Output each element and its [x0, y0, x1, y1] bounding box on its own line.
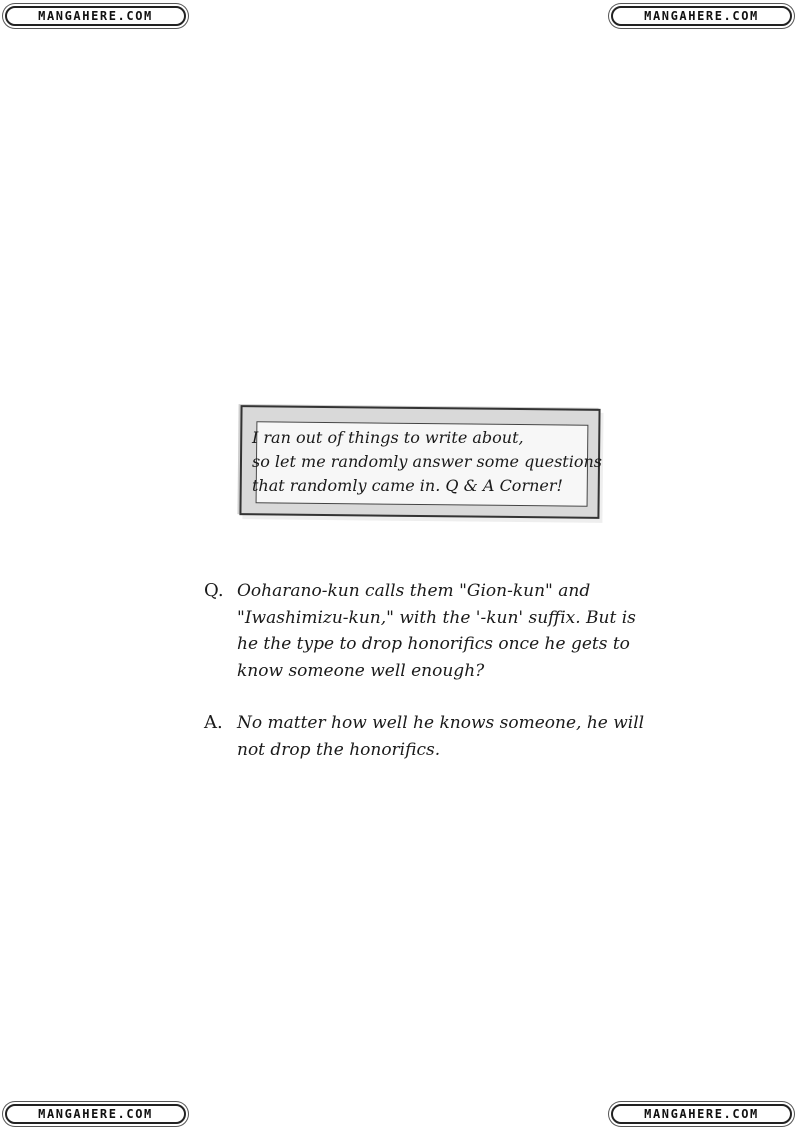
- watermark-bottom-left: MANGAHERE.COM: [5, 1104, 186, 1124]
- question-line: know someone well enough?: [237, 660, 485, 681]
- answer-text: [237, 710, 644, 763]
- question-marker: Q.: [204, 580, 224, 601]
- watermark-top-left: MANGAHERE.COM: [5, 6, 186, 26]
- answer-marker: A.: [204, 712, 223, 733]
- answer-block: [204, 710, 644, 763]
- note-line: so let me randomly answer some questions: [252, 452, 602, 471]
- note-line: I ran out of things to write about,: [252, 428, 524, 447]
- watermark-top-right: MANGAHERE.COM: [611, 6, 792, 26]
- question-text: [237, 578, 644, 684]
- watermark-bottom-right: MANGAHERE.COM: [611, 1104, 792, 1124]
- answer-line: not drop the honorifics.: [237, 739, 441, 760]
- answer-line: No matter how well he knows someone, he will: [237, 713, 645, 733]
- note-line: that randomly came in. Q & A Corner!: [252, 476, 563, 495]
- note-text: [252, 426, 602, 498]
- question-block: [204, 578, 644, 684]
- question-line: he the type to drop honorifics once he gets to: [237, 634, 630, 654]
- question-line: Ooharano-kun calls them "Gion-kun" and: [237, 581, 591, 601]
- question-line: "Iwashimizu-kun," with the '-kun' suffix. But is: [237, 607, 636, 628]
